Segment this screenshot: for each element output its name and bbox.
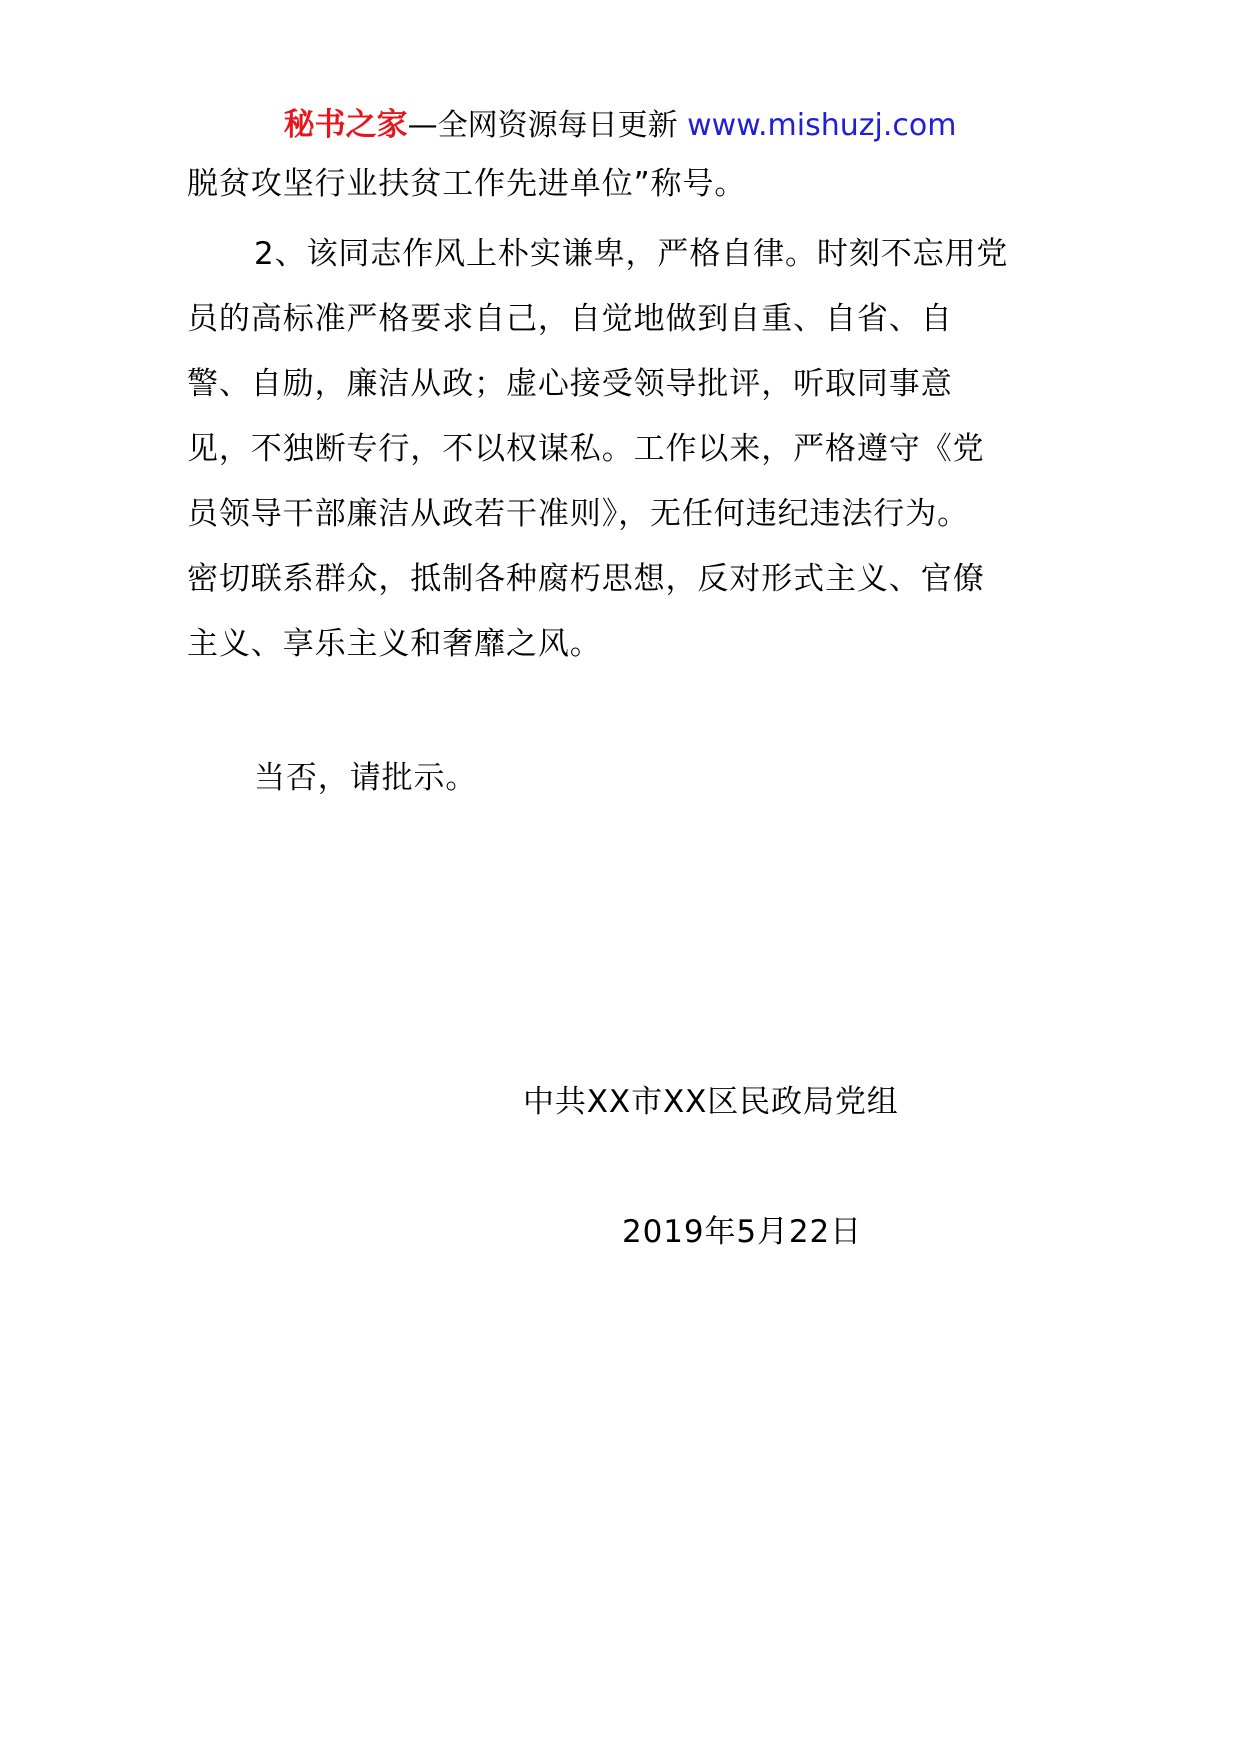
header-tagline: —全网资源每日更新 (407, 108, 678, 143)
issuing-organization: 中共XX市XX区民政局党组 (523, 1084, 899, 1120)
paragraph-2 (187, 222, 1055, 677)
paragraph-line: 主义、享乐主义和奢靡之风。 (187, 626, 602, 662)
paragraph-line: 员领导干部廉洁从政若干准则》，无任何违纪违法行为。 (187, 496, 969, 532)
header-url-link[interactable]: www.mishuzj.com (687, 108, 957, 143)
paragraph-line: 员的高标准严格要求自己，自觉地做到自重、自省、自 (187, 301, 953, 337)
brand-name: 秘书之家 (283, 107, 408, 143)
paragraph-line: 见，不独断专行，不以权谋私。工作以来，严格遵守《党 (187, 431, 985, 467)
paragraph-line: 警、自励，廉洁从政；虚心接受领导批评，听取同事意 (187, 366, 953, 402)
paragraph-line: 密切联系群众，抵制各种腐朽思想，反对形式主义、官僚 (187, 561, 985, 597)
paragraph-1-tail: 脱贫攻坚行业扶贫工作先进单位”称号。 (187, 166, 747, 202)
document-date: 2019年5月22日 (622, 1214, 863, 1250)
watermark-header (0, 103, 1240, 148)
paragraph-line: 2、该同志作风上朴实谦卑，严格自律。时刻不忘用党 (254, 236, 1009, 272)
closing-request: 当否，请批示。 (254, 760, 478, 796)
